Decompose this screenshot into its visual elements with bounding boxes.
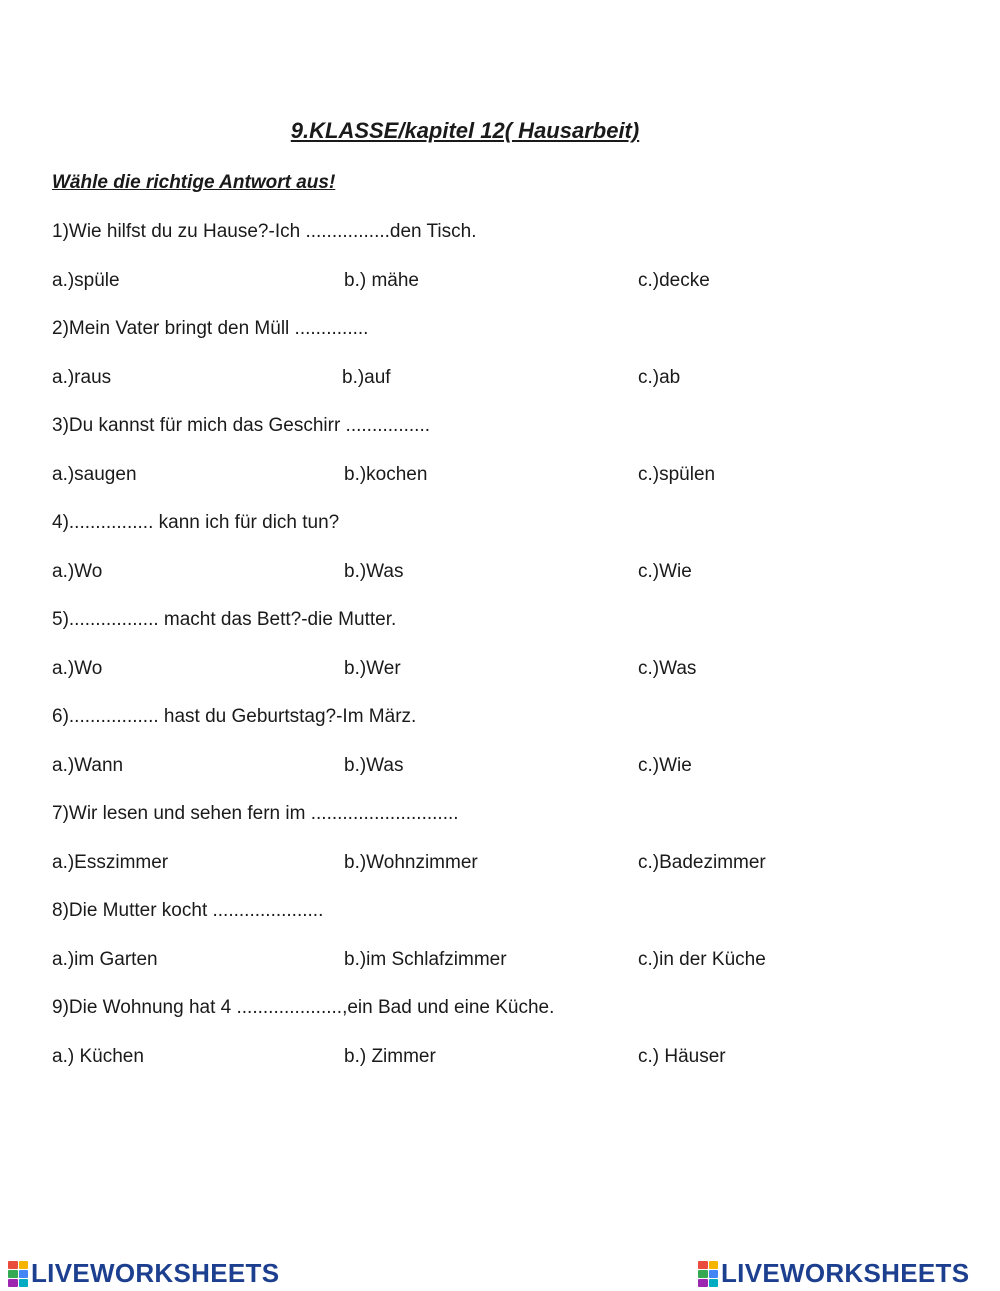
option-a[interactable]: a.)im Garten: [52, 948, 158, 970]
option-b[interactable]: b.)Wohnzimmer: [344, 851, 478, 873]
option-b[interactable]: b.)Was: [344, 754, 404, 776]
question-text: 2)Mein Vater bringt den Müll ..............: [52, 318, 369, 339]
instruction-text: Wähle die richtige Antwort aus!: [52, 172, 336, 193]
liveworksheets-brand-left: [8, 1258, 279, 1289]
question-text: 4)................ kann ich für dich tun?: [52, 512, 340, 533]
option-c[interactable]: c.)Badezimmer: [638, 851, 766, 873]
question-4: [52, 511, 952, 608]
question-text: 1)Wie hilfst du zu Hause?-Ich ................den Tisch.: [52, 221, 477, 242]
brand-wordmark: LIVEWORKSHEETS: [31, 1258, 280, 1288]
option-a[interactable]: a.)Esszimmer: [52, 851, 169, 873]
question-1: [52, 220, 952, 317]
option-a[interactable]: a.)Wo: [52, 657, 103, 679]
answer-options: [52, 463, 952, 512]
question-text: 7)Wir lesen und sehen fern im ............................: [52, 803, 459, 824]
liveworksheets-brand-right: [698, 1258, 969, 1289]
option-b[interactable]: b.)kochen: [344, 463, 428, 485]
question-9: [52, 996, 952, 1093]
option-b[interactable]: b.)im Schlafzimmer: [344, 948, 507, 970]
answer-options: [52, 948, 952, 997]
question-6: [52, 705, 952, 802]
question-text: 3)Du kannst für mich das Geschirr ................: [52, 415, 431, 436]
question-text: 8)Die Mutter kocht .....................: [52, 900, 324, 921]
brand-wordmark: LIVEWORKSHEETS: [721, 1258, 970, 1288]
question-list: [52, 220, 952, 1093]
option-b[interactable]: b.) Zimmer: [344, 1045, 436, 1067]
question-7: [52, 802, 952, 899]
option-c[interactable]: c.)Wie: [638, 560, 692, 582]
answer-options: [52, 851, 952, 900]
answer-options: [52, 269, 952, 318]
answer-options: [52, 366, 952, 415]
option-c[interactable]: c.)decke: [638, 269, 710, 291]
option-a[interactable]: a.)Wo: [52, 560, 103, 582]
option-a[interactable]: a.) Küchen: [52, 1045, 144, 1067]
question-5: [52, 608, 952, 705]
worksheet-title: 9.KLASSE/kapitel 12( Hausarbeit): [290, 118, 640, 143]
question-text: 5)................. macht das Bett?-die Mutter.: [52, 609, 397, 630]
option-c[interactable]: c.)ab: [638, 366, 681, 388]
question-text: 9)Die Wohnung hat 4 ....................,ein Bad und eine Küche.: [52, 997, 555, 1018]
liveworksheets-logo-icon: [698, 1261, 718, 1287]
option-c[interactable]: c.)in der Küche: [638, 948, 766, 970]
option-b[interactable]: b.) mähe: [344, 269, 419, 291]
liveworksheets-logo-icon: [8, 1261, 28, 1287]
option-b[interactable]: b.)auf: [342, 366, 391, 388]
option-c[interactable]: c.)Wie: [638, 754, 692, 776]
option-a[interactable]: a.)raus: [52, 366, 112, 388]
question-text: 6)................. hast du Geburtstag?-Im März.: [52, 706, 417, 727]
option-c[interactable]: c.) Häuser: [638, 1045, 726, 1067]
option-b[interactable]: b.)Wer: [344, 657, 401, 679]
option-b[interactable]: b.)Was: [344, 560, 404, 582]
option-c[interactable]: c.)Was: [638, 657, 697, 679]
answer-options: [52, 560, 952, 609]
question-8: [52, 899, 952, 996]
option-c[interactable]: c.)spülen: [638, 463, 716, 485]
answer-options: [52, 754, 952, 803]
question-3: [52, 414, 952, 511]
answer-options: [52, 1045, 952, 1094]
option-a[interactable]: a.)spüle: [52, 269, 120, 291]
option-a[interactable]: a.)Wann: [52, 754, 124, 776]
question-2: [52, 317, 952, 414]
option-a[interactable]: a.)saugen: [52, 463, 137, 485]
answer-options: [52, 657, 952, 706]
